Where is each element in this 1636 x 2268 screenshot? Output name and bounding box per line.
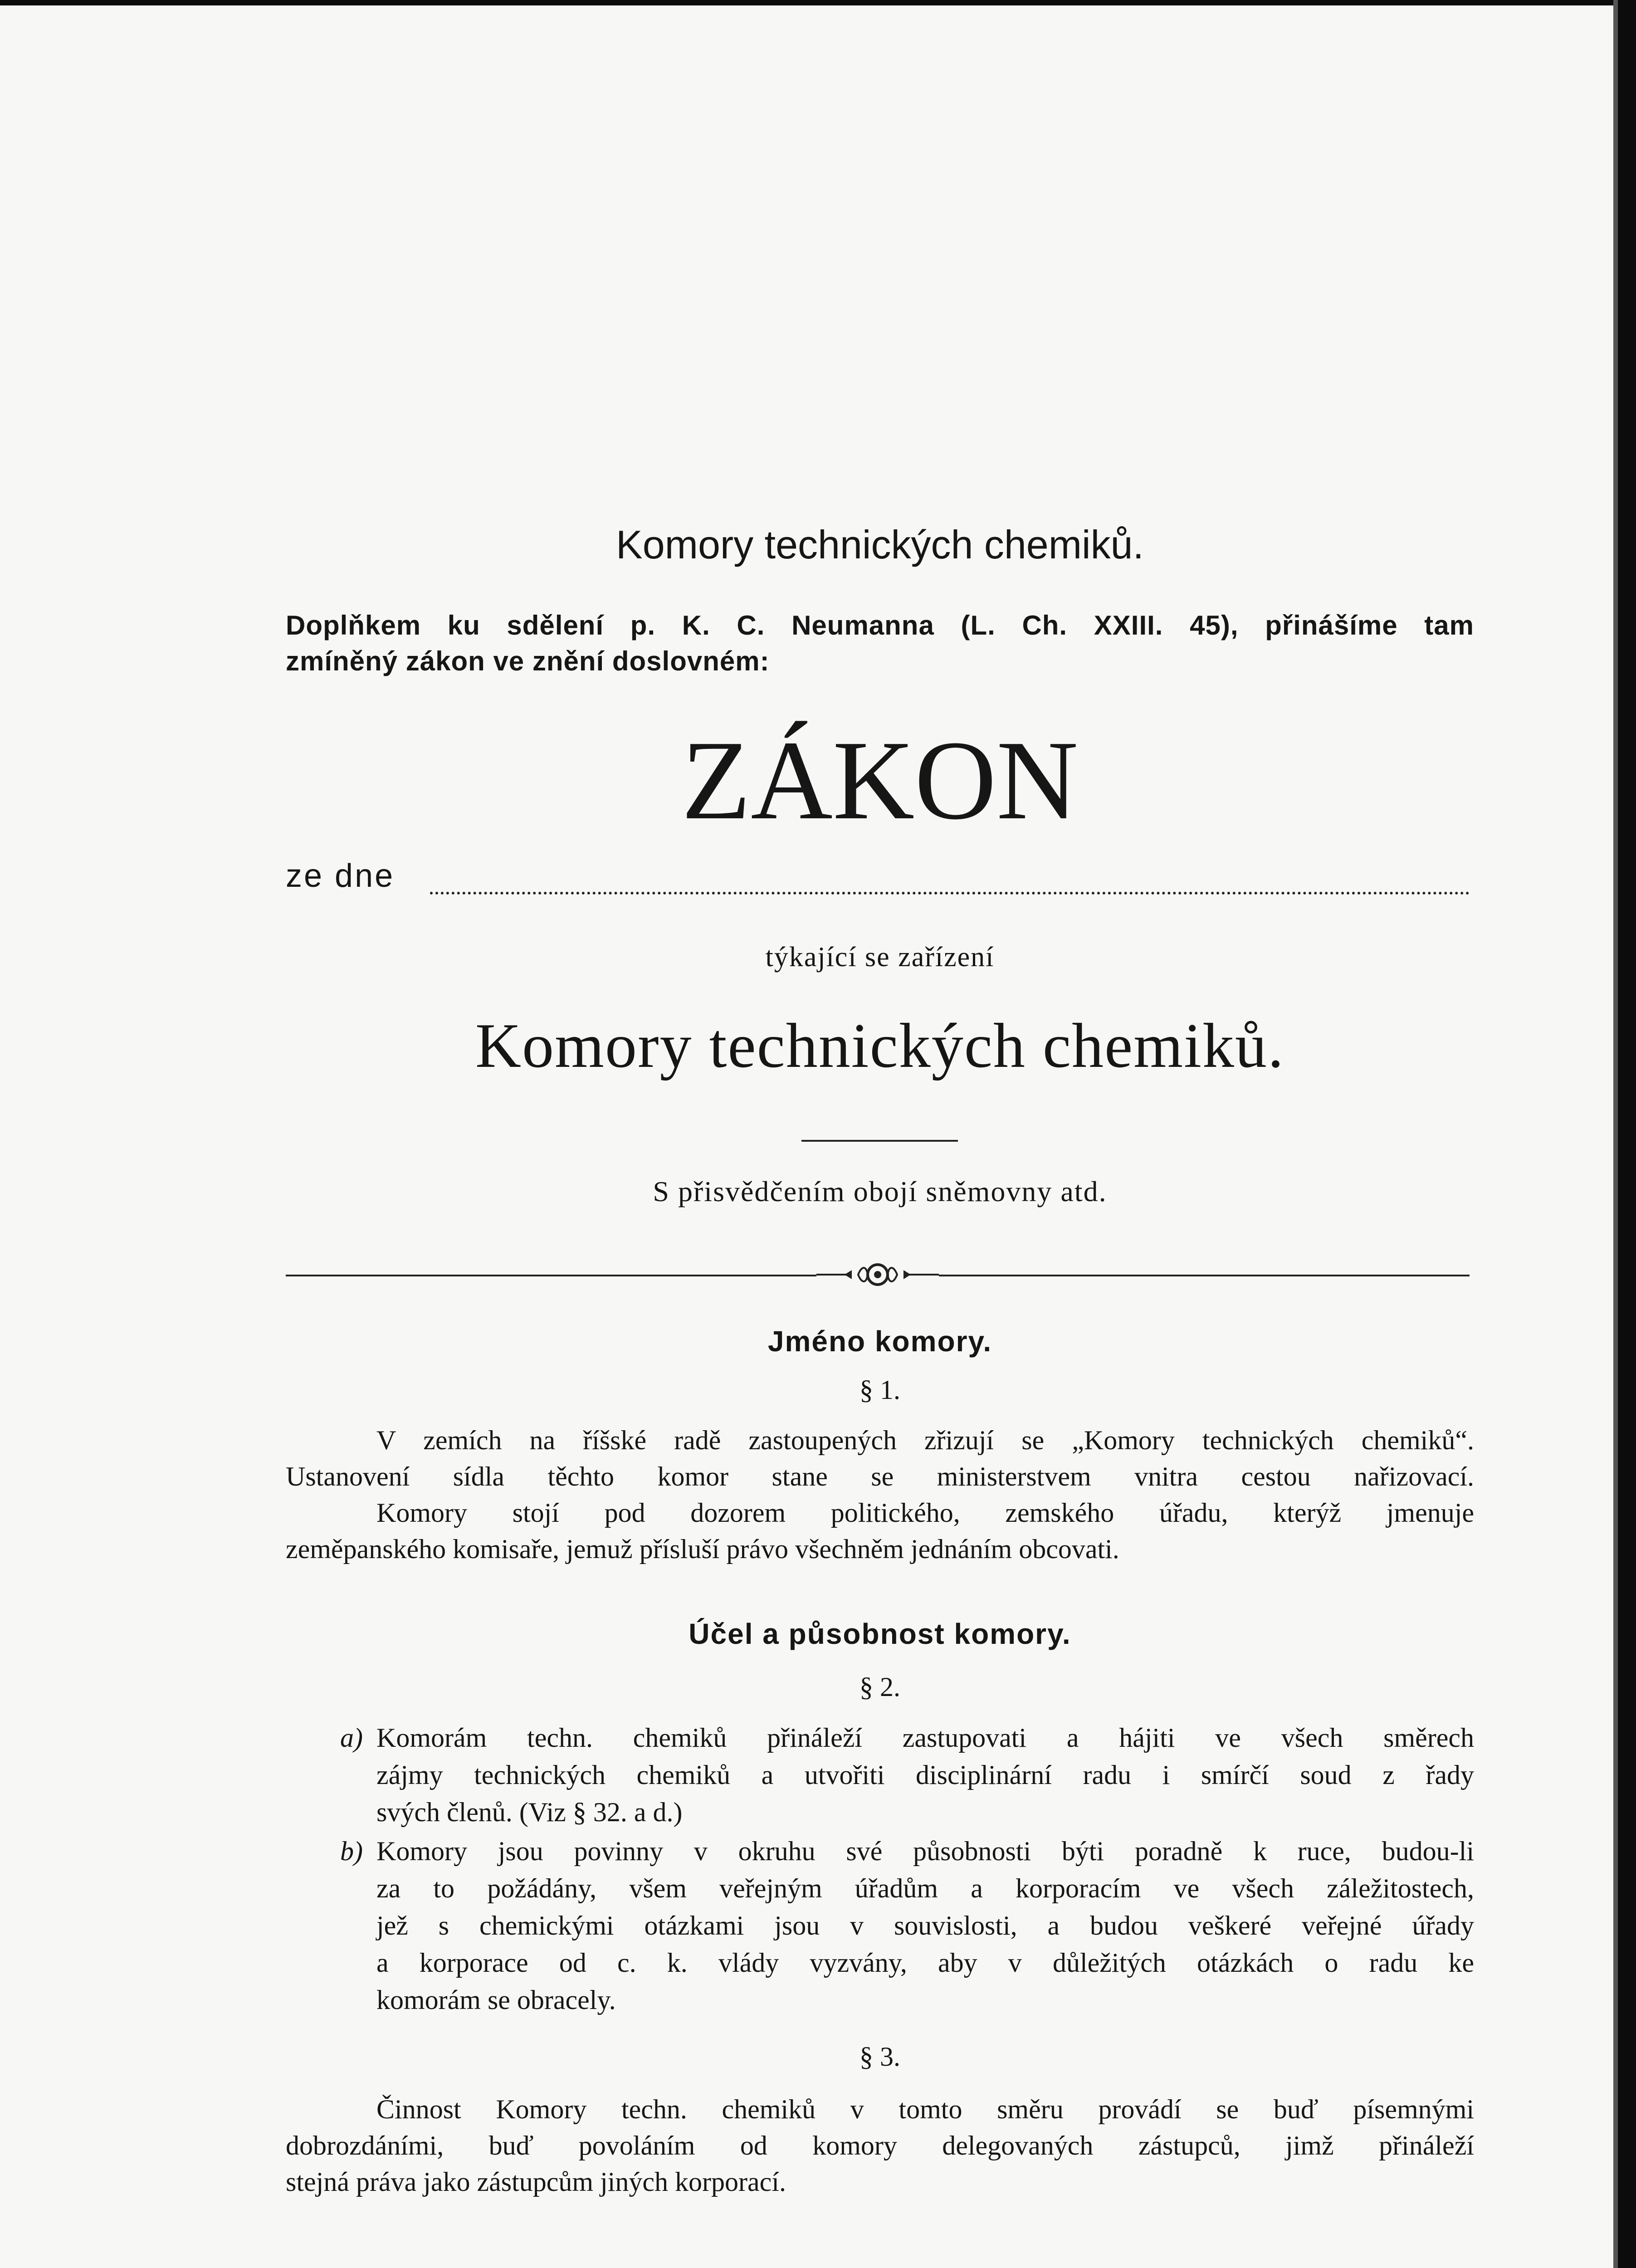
intro-line-2: zmíněný zákon ve znění doslovném:	[286, 646, 770, 676]
paragraph-number-2: § 2.	[860, 1672, 900, 1702]
divider-left	[286, 1275, 816, 1276]
intro-line-1: Doplňkem ku sdělení p. K. C. Neumanna (L. Ch. XXIII. 45), přinášíme tam	[286, 610, 1474, 640]
clause-b-marker: b)	[340, 1836, 363, 1866]
text-line: jež s chemickými otázkami jsou v souvislosti, a budou veškeré veřejné úřady	[376, 1911, 1474, 1941]
text-line: zeměpanského komisaře, jemuž přísluší právo všechněm jednáním obcovati.	[286, 1534, 1119, 1564]
text-line: zájmy technických chemiků a utvořiti disciplinární radu i smírčí soud z řady	[376, 1760, 1474, 1790]
ornament-icon	[816, 1254, 939, 1295]
law-name: Komory technických chemiků.	[475, 1011, 1285, 1081]
text-line: a korporace od c. k. vlády vyzvány, aby v důležitých otázkách o radu ke	[376, 1948, 1474, 1978]
paragraph-1-text	[286, 1422, 1474, 1567]
enactment-clause: S přisvědčením obojí sněmovny atd.	[653, 1175, 1107, 1207]
scan-border-right-shadow	[1613, 0, 1618, 2268]
text-line: svých členů. (Viz § 32. a d.)	[376, 1797, 683, 1827]
text-line: za to požádány, všem veřejným úřadům a korporacím ve všech záležitostech,	[376, 1873, 1474, 1903]
divider-right	[939, 1275, 1470, 1276]
law-title: ZÁKON	[681, 718, 1079, 843]
text-line: V zemích na říšské radě zastoupených zřizují se „Komory technických chemiků“.	[376, 1425, 1474, 1455]
text-line: stejná práva jako zástupcům jiných korporací.	[286, 2167, 786, 2197]
short-divider	[801, 1140, 958, 1142]
paragraph-number-3: § 3.	[860, 2042, 900, 2072]
text-line: Komory stojí pod dozorem politického, zemského úřadu, kterýž jmenuje	[376, 1498, 1474, 1528]
text-line: Činnost Komory techn. chemiků v tomto směru provádí se buď písemnými	[376, 2094, 1474, 2124]
text-line: Komory jsou povinny v okruhu své působnosti býti poradně k ruce, budou-li	[376, 1836, 1474, 1866]
date-dotted-line	[430, 892, 1470, 894]
text-line: dobrozdáními, buď povoláním od komory delegovaných zástupců, jimž přináleží	[286, 2131, 1474, 2160]
clause-b	[286, 1833, 1474, 2023]
date-label: ze dne	[286, 858, 395, 894]
law-subtitle: týkající se zařízení	[765, 942, 995, 973]
scan-border-right	[1618, 0, 1636, 2268]
text-line: Komorám techn. chemiků přináleží zastupovati a hájiti ve všech směrech	[376, 1723, 1474, 1753]
section-heading-purpose: Účel a působnost komory.	[689, 1618, 1071, 1650]
paragraph-number-1: § 1.	[860, 1375, 900, 1405]
section-heading-name: Jméno komory.	[767, 1325, 992, 1358]
document-page	[286, 0, 1474, 2268]
text-line: Ustanovení sídla těchto komor stane se ministerstvem vnitra cestou nařizovací.	[286, 1461, 1474, 1491]
clause-a-marker: a)	[340, 1723, 363, 1753]
paragraph-3-text	[286, 2091, 1474, 2200]
clause-a	[286, 1719, 1474, 1833]
text-line: komorám se obracely.	[376, 1985, 616, 2015]
article-title: Komory technických chemiků.	[616, 522, 1144, 567]
